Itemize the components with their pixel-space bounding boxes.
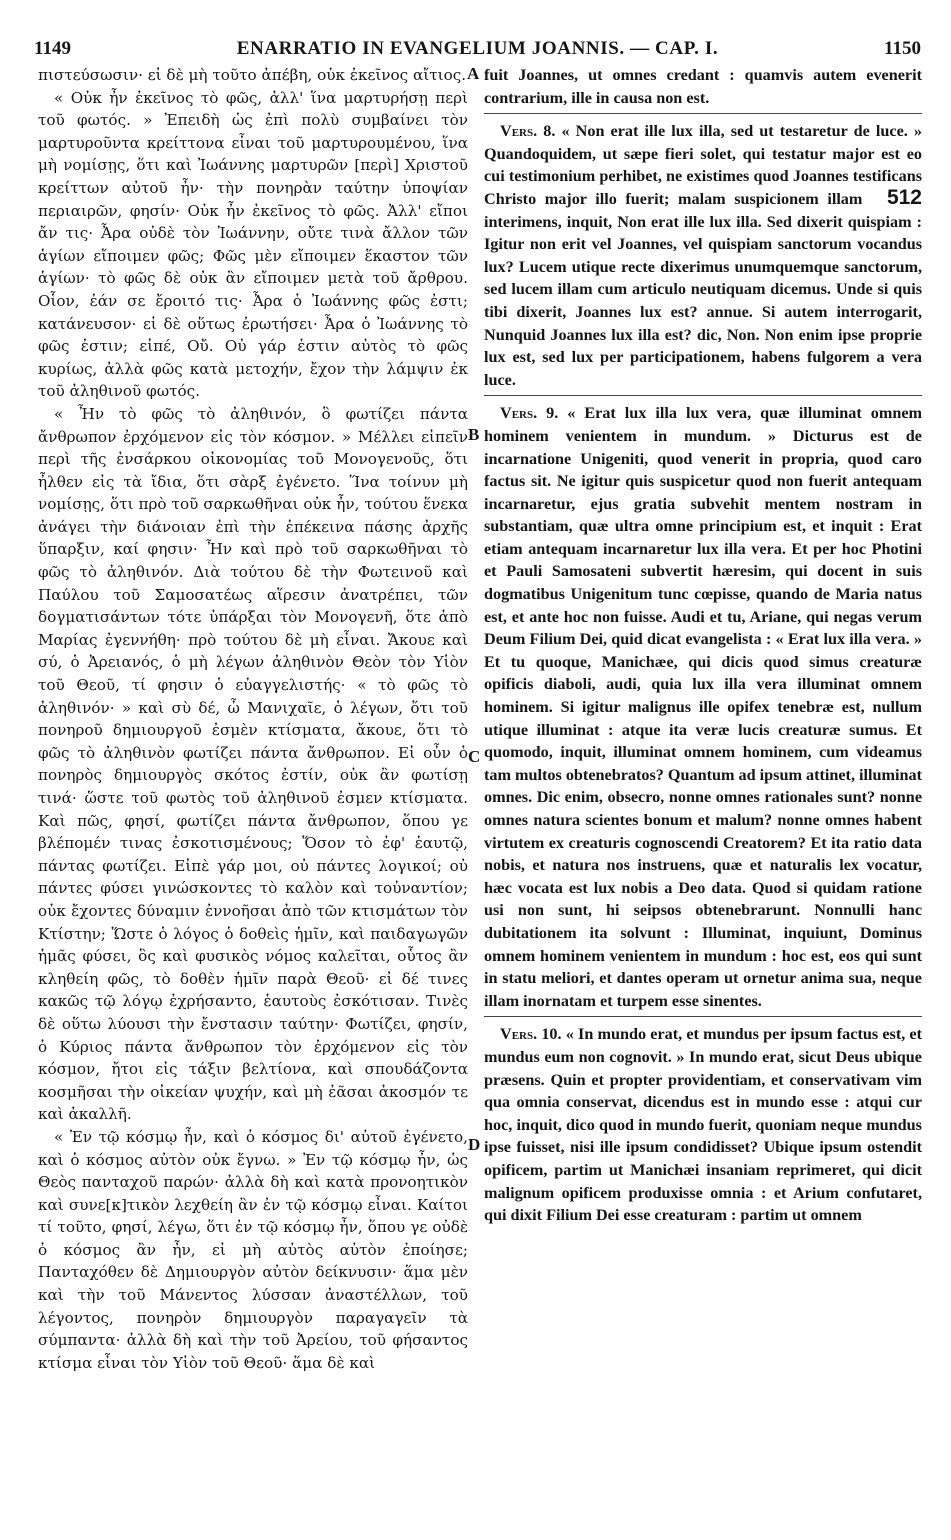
latin-column xyxy=(484,64,922,1227)
greek-paragraph: « Ἐν τῷ κόσμῳ ἦν, καὶ ὁ κόσμος δι' αὐτοῦ ἐγένετο, καὶ ὁ κόσμος αὐτὸν οὐκ ἔγνω. » Ἐν τῷ κόσμῳ ἦν, ὡς Θεὸς πανταχοῦ παρών· ἀλλὰ δὴ καὶ κατὰ προνοητικὸν καὶ συνε[κ]τικὸν λεχθείη ἂν ἐν τῷ κόσμῳ εἶναι. Καίτοι τί τοῦτο, φησί, λέγω, ὅτι ἐν τῷ κόσμῳ ἦν, ὅπου γε οὐδὲ ὁ κόσμος ἂν ἦν, εἰ μὴ αὐτὸς αὐτὸν ἐποίησε; Πανταχόθεν δὲ Δημιουργὸν αὐτὸν δείκνυσιν· ἅμα μὲν καὶ τὴν τοῦ Μάνεντος λύσσαν ἀναστέλλων, τοῦ λέγοντος, πονηρὸν δημιουργὸν παραγαγεῖν τὰ σύμπαντα· ἀλλὰ δὴ καὶ τὴν τοῦ Ἀρείου, τοῦ φήσαντος κτίσμα εἶναι τὸν Υἱὸν τοῦ Θεοῦ· ἅμα δὲ καὶ xyxy=(38,1127,468,1372)
latin-verse-10 xyxy=(484,1023,922,1226)
greek-paragraph: « Ἦν τὸ φῶς τὸ ἀληθινόν, ὃ φωτίζει πάντα ἄνθρωπον ἐρχόμενον εἰς τὸν κόσμον. » Μέλλει εἰπεῖν περὶ τῆς ἐνσάρκου οἰκονομίας τοῦ Μονογενοῦς, ὅτι ἦλθεν εἰς τὰ ἴδια, ὅτι σὰρξ ἐγένετο. Ἵνα τοίνυν μὴ νομίσῃς, ὅτι πρὸ τοῦ σαρκωθῆναι οὐκ ἦν, τούτου ἕνεκα ἀνάγει τὴν διάνοιαν ἐπὶ τὴν ἐπέκεινα πάσης ἀρχῆς ὕπαρξιν, καί φησιν· Ἦν καὶ πρὸ τοῦ σαρκωθῆναι τὸ φῶς τὸ ἀληθινόν. Διὰ τούτου δὲ τὴν Φωτεινοῦ καὶ Παύλου τοῦ Σαμοσατέως αἵρεσιν ἀνατρέπει, τῶν δογματισάντων τότε ὑπάρξαι τὸν Μονογενῆ, ὅτε ἀπὸ Μαρίας ἐγεννήθη· πρὸ τούτου δὲ μὴ εἶναι. Ἄκουε καὶ σύ, ὁ Ἀρειανός, ὁ μὴ λέγων ἀληθινὸν Θεὸν τὸν Υἱὸν τοῦ Θεοῦ, τί φησιν ὁ εὐαγγελιστής· « τὸ φῶς τὸ ἀληθινόν· » καὶ σὺ δέ, ὦ Μανιχαῖε, ὁ λέγων, ὅτι τοῦ πονηροῦ δημιουργοῦ ἐσμὲν κτίσματα, ἄκουε, ὅτι τὸ φῶς τὸ ἀληθινὸν φωτίζει πάντα ἄνθρωπον. Εἰ οὖν ὁ πονηρὸς δημιουργὸς σκότος ἐστίν, οὐκ ἂν φωτίσῃ τινά· ὥστε τοῦ φωτὸς τοῦ ἀληθινοῦ ἐσμεν κτίσματα. Καὶ πῶς, φησί, φωτίζει πάντα ἄνθρωπον, ὅπου γε βλέπομέν τινας ἐσκοτισμένους; Ὅσον τὸ ἐφ' ἑαυτῷ, πάντας φωτίζει. Εἰπὲ γάρ μοι, οὐ πάντες λογικοί; οὐ πάντες φύσει γινώσκοντες τὸ καλὸν καὶ τοὐναντίον; οὐκ ἔχοντες δύναμιν ἐννοῆσαι ἀπὸ τῶν κτισμάτων τὸν Κτίστην; Ὥστε ὁ λόγος ὁ δοθεὶς ἡμῖν, καὶ παιδαγωγῶν ἡμᾶς φύσει, ὃς καὶ φυσικὸς νόμος καλεῖται, οὗτος ἂν κληθείη φῶς, τὸ δοθὲν ἡμῖν παρὰ Θεοῦ· εἰ δέ τινες κακῶς τῷ λόγῳ ἐχρήσαντο, ἑαυτοὺς ἐσκότισαν. Τινὲς δὲ οὕτω λύουσι τὴν ἔνστασιν ταύτην· Φωτίζει, φησίν, ὁ Κύριος πάντα ἄνθρωπον τὸν ἐρχόμενον εἰς τὸν κόσμον, ἤτοι εἰς τάξιν βελτίονα, καὶ σπουδάζοντα κοσμῆσαι τὴν οἰκείαν ψυχήν, καὶ μὴ ἐᾶσαι ἀκοσμόν τε καὶ ἀκαλλῆ. xyxy=(38,404,468,1124)
margin-marker-a: A xyxy=(467,64,480,83)
page-number-left: 1149 xyxy=(34,38,71,59)
latin-paragraph: fuit Joannes, ut omnes credant : quamvis autem evenerit contrarium, ille in causa non est. xyxy=(484,66,922,107)
page-number-right: 1150 xyxy=(884,38,921,59)
greek-paragraph: πιστεύσωσιν· εἰ δὲ μὴ τοῦτο ἀπέβη, οὐκ ἐκεῖνος αἴτιος. xyxy=(38,66,467,84)
verse-label: Vers. 10. xyxy=(500,1025,562,1044)
divider xyxy=(484,113,922,114)
divider xyxy=(484,1016,922,1017)
latin-verse-8 xyxy=(484,120,922,391)
margin-marker-b: B xyxy=(468,425,480,444)
latin-text: interimens, inquit, Non erat ille lux illa. Sed dixerit quispiam : Igitur non erit vel Joannes, vel quispiam sanctorum vocandus lux? Lucem utique recte dixerimus unumquemque sanctorum, sed lucem illam cum articulo neutiquam dicemus. Unde si quis tibi dixerit, Joannes lux est? annue. Si autem interrogarit, Nunquid Joannes lux illa est? dic, Non. Non enim ipse proprie lux est, sed lux per participationem, habens fulgorem a vera luce. xyxy=(484,212,922,389)
margin-marker-d: D xyxy=(468,1135,481,1154)
greek-paragraph: « Οὐκ ἦν ἐκεῖνος τὸ φῶς, ἀλλ' ἵνα μαρτυρήσῃ περὶ τοῦ φωτός. » Ἐπειδὴ ὡς ἐπὶ πολὺ συμβαίνει τὸν μαρτυροῦντα κρείττονα εἶναι τοῦ μαρτυρουμένου, ἵνα μὴ νομίσῃς, ὅτι καὶ Ἰωάννης μαρτυρῶν [περὶ] Χριστοῦ κρείττων αὐτοῦ ἦν· τὴν πονηρὰν ταύτην ὑποψίαν περιαιρῶν, φησίν· Οὐκ ἦν ἐκεῖνος τὸ φῶς. Ἀλλ' εἴποι ἄν τις· Ἆρα οὐδὲ τὸν Ἰωάννην, οὔτε τινὰ ἄλλον τῶν ἁγίων εἴποιμεν φῶς; Φῶς μὲν εἴποιμεν ἕκαστον τῶν ἁγίων· τὸ φῶς δὲ οὐκ ἂν εἴποιμεν μετὰ τοῦ ἄρθρου. Οἷον, ἐάν σε ἔροιτό τις· Ἆρα ὁ Ἰωάννης φῶς ἐστι; κατάνευσον· εἰ δὲ οὕτως ἐρωτήσει· Ἆρα ὁ Ἰωάννης τὸ φῶς ἐστιν; εἰπέ, Οὔ. Οὐ γάρ ἐστιν αὐτὸς τὸ φῶς κυρίως, ἀλλὰ φῶς κατὰ μετοχήν, ἔχον τὴν λάμψιν ἐκ τοῦ ἀληθινοῦ φωτός. xyxy=(38,88,468,401)
page-reference: 512 xyxy=(886,185,922,209)
running-header xyxy=(34,38,921,60)
running-title: ENARRATIO IN EVANGELIUM JOANNIS. — CAP. I. xyxy=(236,38,719,59)
margin-marker-c: C xyxy=(468,747,481,766)
verse-label: Vers. 9. xyxy=(500,404,559,423)
verse-label: Vers. 8. xyxy=(500,122,556,141)
greek-column xyxy=(38,64,468,1374)
latin-text: « Erat lux illa lux vera, quæ illuminat omnem hominem venientem in mundum. » Dicturus est de incarnatione Unigeniti, quod venerit in propria, quod caro factus sit. Ne igitur quis suspicetur quod non fuerit antequam incarnaretur, ejus gratia subvehit mentem nostram in substantiam, quæ ultra omne principium est, et inquit : Erat etiam antequam incarnaretur lux illa vera. Et per hoc Photini et Pauli Samosateni subvertit hæresim, qui docent in suis dogmatibus Unigenitum tunc cœpisse, quando de Maria natus est, et ante hoc non fuisse. Audi et tu, Ariane, qui negas verum Deum Filium Dei, quid dicat evangelista : « Erat lux illa vera. » Et tu quoque, Manichæe, qui dicis quod simus creaturæ opificis diaboli, audi, quia lux illa vera illuminat omnem hominem. Si igitur malignus ille opifex tenebræ est, nullum utique illuminat : atque ita veræ lucis creaturæ sumus. Et quomodo, inquit, illuminat omnem hominem, cum videamus tam multos obtenebratos? Quantum ad ipsum attinet, illuminat omnes. Dic enim, obsecro, nonne omnes rationales sunt? nonne omnes natura scientes bonum et malum? nonne omnes habent virtutem ex creaturis cognoscendi Creatorem? Et ita ratio data nobis, et natura nos instruens, quæ et naturalis lex vocatur, hæc vocata est lux nobis a Deo data. Quod si quidam ratione usi non sunt, hi seipsos obtenebrarunt. Nonnulli hanc dubitationem ita solvunt : Illuminat, inquiunt, Dominus omnem hominem venientem in mundum : hoc est, eos qui sunt in statu meliori, et dantes operam ut ornetur anima sua, neque illam inornatam et turpem esse sinentes. xyxy=(484,404,922,1010)
divider xyxy=(484,395,922,396)
latin-text: « In mundo erat, et mundus per ipsum factus est, et mundus eum non cognovit. » In mundo erat, sicut Deus ubique præsens. Quin et propter providentiam, et conservativam vim qua omnia conservat, dicendus est in mundo esse : atqui cur hoc, inquit, dico quod in mundo fuerit, quoniam neque mundus ipse fuisset, nisi ille ipsum condidisset? Ubique ipsum ostendit opificem, partim ut Manichæi insaniam reprimeret, qui dicit malignum opificem produxisse omnia : et Arium confutaret, qui dixit Filium Dei esse creaturam : partim ut omnem xyxy=(484,1025,923,1225)
latin-verse-9 xyxy=(484,402,922,1012)
latin-text: « Non erat ille lux illa, sed ut testaretur de luce. » Quandoquidem, ut sæpe fieri solet, qui testatur major est eo cui testimonium perhibet, ne existimes quod Joannes testificans Christo major illo fuerit; malam suspicionem illam xyxy=(484,122,923,208)
